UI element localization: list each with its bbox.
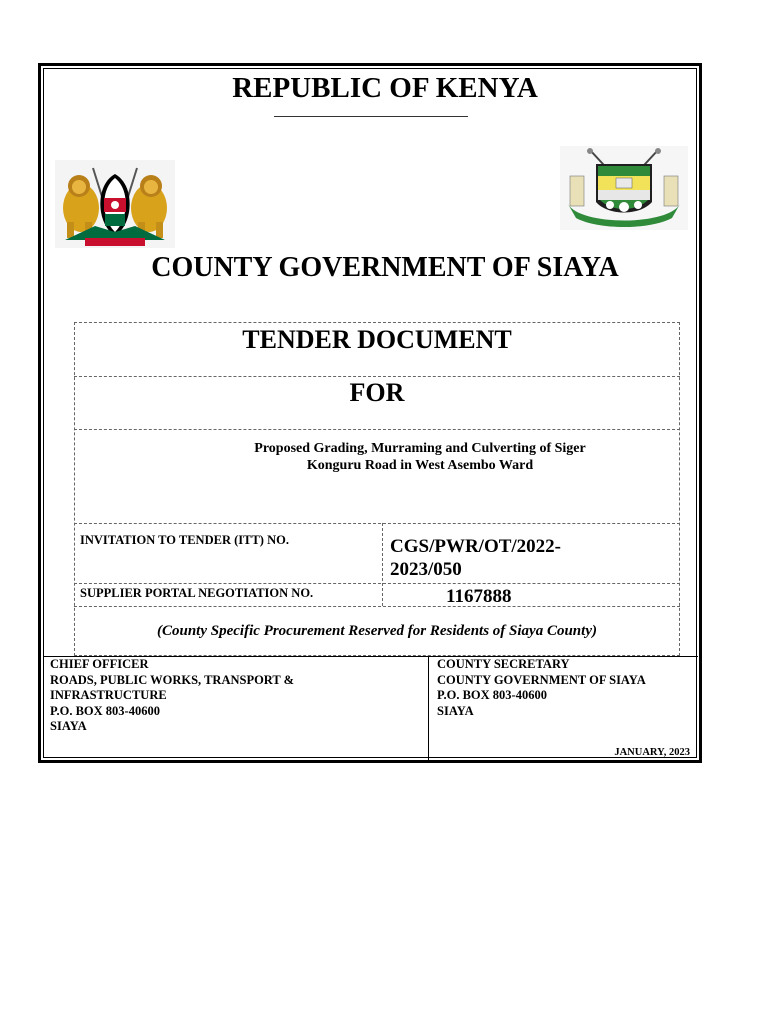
tender-description xyxy=(160,440,680,474)
chief-officer-address xyxy=(50,657,294,735)
divider xyxy=(74,583,680,584)
county-secretary-address xyxy=(437,657,646,719)
republic-title: REPUBLIC OF KENYA xyxy=(232,72,538,104)
address-line: P.O. BOX 803-40600 xyxy=(50,703,160,718)
county-government-title: COUNTY GOVERNMENT OF SIAYA xyxy=(151,252,619,283)
divider xyxy=(74,606,680,607)
itt-number xyxy=(390,535,561,581)
address-line: SIAYA xyxy=(50,719,87,733)
tender-description-line: Proposed Grading, Murraming and Culverting of Siger xyxy=(254,441,586,456)
divider xyxy=(74,376,680,377)
itt-number-line: 2023/050 xyxy=(390,559,462,580)
itt-label: INVITATION TO TENDER (ITT) NO. xyxy=(80,533,289,547)
address-divider xyxy=(428,656,429,760)
portal-negotiation-number: 1167888 xyxy=(446,586,512,607)
address-line: SIAYA xyxy=(437,703,474,718)
address-line: INFRASTRUCTURE xyxy=(50,688,167,702)
address-line: ROADS, PUBLIC WORKS, TRANSPORT & xyxy=(50,672,295,687)
tender-document-heading: TENDER DOCUMENT xyxy=(242,325,512,354)
document-date: JANUARY, 2023 xyxy=(614,747,690,758)
reserved-procurement-note: (County Specific Procurement Reserved for Residents of Siaya County) xyxy=(157,623,597,639)
tender-description-line: Konguru Road in West Asembo Ward xyxy=(306,458,534,473)
itt-number-line: CGS/PWR/OT/2022- xyxy=(390,536,562,557)
kenya-coat-of-arms-icon xyxy=(55,160,175,248)
for-heading: FOR xyxy=(349,378,405,407)
divider xyxy=(74,429,680,430)
title-underline xyxy=(274,116,468,117)
divider xyxy=(74,523,680,524)
address-line: COUNTY GOVERNMENT OF SIAYA xyxy=(437,672,646,687)
siaya-county-emblem-icon xyxy=(560,146,688,230)
address-line: COUNTY SECRETARY xyxy=(437,657,570,671)
address-line: P.O. BOX 803-40600 xyxy=(437,688,547,702)
address-line: CHIEF OFFICER xyxy=(50,657,149,671)
column-divider xyxy=(382,523,383,606)
portal-negotiation-label: SUPPLIER PORTAL NEGOTIATION NO. xyxy=(80,586,314,600)
